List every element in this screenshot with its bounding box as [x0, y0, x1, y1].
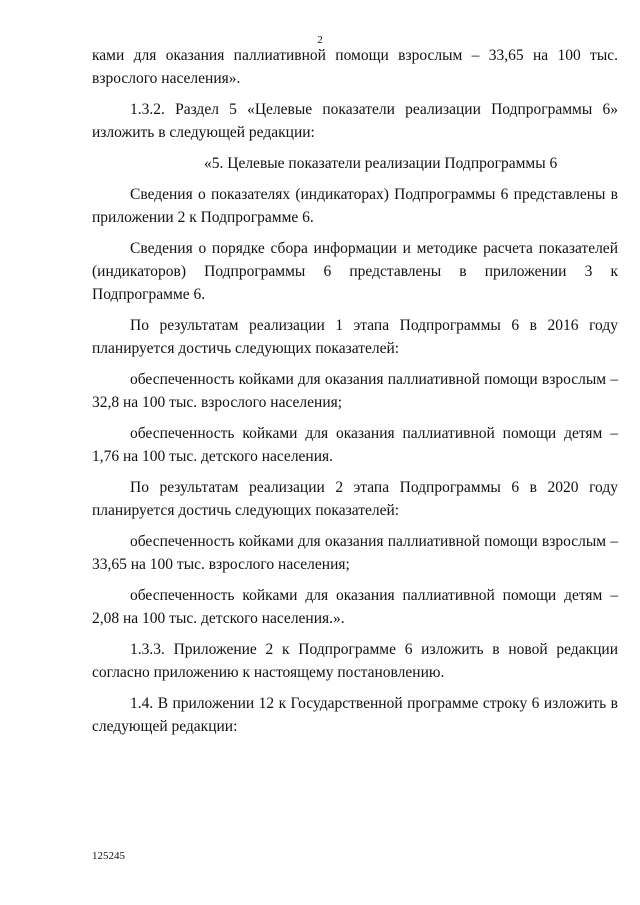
paragraph-stage-1-children: обеспеченность койками для оказания паллиативной помощи детям – 1,76 на 100 тыс. детского населения.	[92, 425, 618, 465]
paragraph-stage-2-adults: обеспеченность койками для оказания паллиативной помощи взрослым – 33,65 на 100 тыс. взрослого населения;	[92, 533, 618, 573]
paragraph-continuation: ками для оказания паллиативной помощи взрослым – 33,65 на 100 тыс. взрослого населения».	[92, 47, 618, 87]
paragraph-stage-2-intro: По результатам реализации 2 этапа Подпрограммы 6 в 2020 году планируется достичь следующих показателей:	[92, 479, 618, 519]
page-number: 2	[317, 34, 323, 46]
paragraph-stage-2-children: обеспеченность койками для оказания паллиативной помощи детям – 2,08 на 100 тыс. детского населения.».	[92, 587, 618, 627]
paragraph-stage-1-adults: обеспеченность койками для оказания паллиативной помощи взрослым – 32,8 на 100 тыс. взрослого населения;	[92, 371, 618, 411]
paragraph-1-3-3: 1.3.3. Приложение 2 к Подпрограмме 6 изложить в новой редакции согласно приложению к настоящему постановлению.	[92, 641, 618, 681]
section-heading: «5. Целевые показатели реализации Подпрограммы 6	[204, 155, 558, 172]
document-body	[92, 44, 618, 746]
paragraph-1-3-2: 1.3.2. Раздел 5 «Целевые показатели реализации Подпрограммы 6» изложить в следующей редакции:	[92, 101, 618, 141]
document-code: 125245	[92, 850, 125, 862]
paragraph-1-4: 1.4. В приложении 12 к Государственной программе строку 6 изложить в следующей редакции:	[92, 695, 618, 735]
paragraph-indicators-info: Сведения о показателях (индикаторах) Подпрограммы 6 представлены в приложении 2 к Подпрограмме 6.	[92, 186, 618, 226]
paragraph-stage-1-intro: По результатам реализации 1 этапа Подпрограммы 6 в 2016 году планируется достичь следующих показателей:	[92, 317, 618, 357]
paragraph-methodology-info: Сведения о порядке сбора информации и методике расчета показателей (индикаторов) Подпрограммы 6 представлены в приложении 3 к Подпрограмме 6.	[92, 240, 618, 303]
